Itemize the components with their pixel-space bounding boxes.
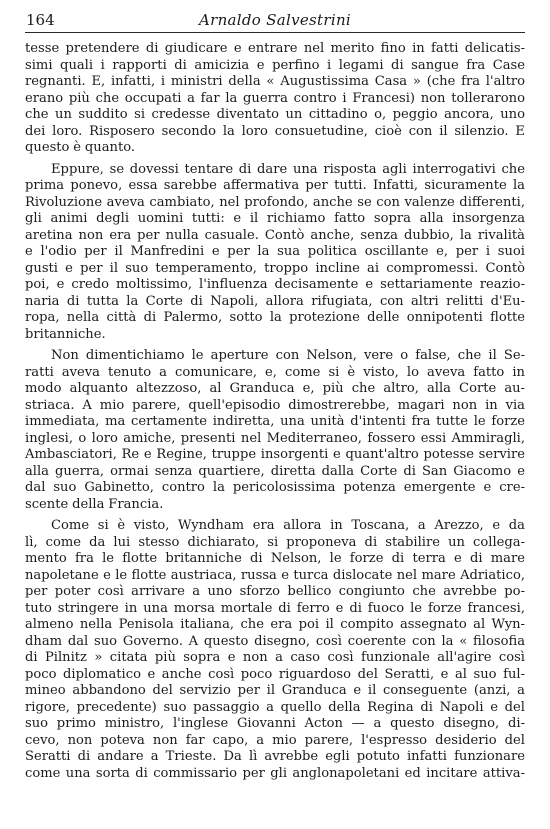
- text-line: e l'odio per il Manfredini e per la sua politica oscillante e, per i suoi: [25, 244, 525, 259]
- text-line: dham dal suo Governo. A questo disegno, così coerente con la « filosofia: [25, 633, 525, 649]
- text-line: aretina non era per nulla casuale. Contò anche, senza dubbio, la rivalità: [25, 227, 525, 243]
- paragraph: [25, 41, 525, 157]
- paragraph: [25, 518, 525, 782]
- text-line: lì, come da lui stesso dichiarato, si proponeva di stabilire un collega-: [25, 534, 525, 550]
- text-line: di Pilnitz » citata più sopra e non a caso così funzionale all'agire così: [25, 650, 525, 665]
- text-line: ratti aveva tenuto a comunicare, e, come si è visto, lo aveva fatto in: [25, 364, 525, 380]
- text-line: gusti e per il suo temperamento, troppo incline ai compromessi. Contò: [25, 260, 525, 276]
- text-line: regnanti. E, infatti, i ministri della « Augustissima Casa » (che fra l'altro: [25, 74, 525, 89]
- text-line: cevo, non poteva non far capo, a mio parere, l'espresso desiderio del: [25, 732, 525, 748]
- text-line: per poter così arrivare a uno sforzo bellico congiunto che avrebbe po-: [25, 584, 525, 599]
- text-line: dal suo Gabinetto, contro la pericolosissima potenza emergente e cre-: [25, 480, 525, 495]
- book-page: [25, 10, 525, 787]
- text-line: poi, e credo moltissimo, l'influenza decisamente e settariamente reazio-: [25, 277, 525, 292]
- text-line: ropa, nella città di Palermo, sotto la protezione delle onnipotenti flotte: [25, 310, 525, 325]
- text-line: striaca. A mio parere, quell'episodio dimostrerebbe, magari non in via: [25, 397, 525, 413]
- text-line: immediata, ma certamente indiretta, una unità d'intenti fra tutte le forze: [25, 414, 525, 429]
- text-line: gli animi degli uomini tutti: e il richiamo fatto sopra alla insorgenza: [25, 211, 525, 226]
- text-line: tuto stringere in una morsa mortale di ferro e di fuoco le forze francesi,: [25, 600, 525, 616]
- text-line: questo è quanto.: [25, 140, 136, 155]
- text-line: Come si è visto, Wyndham era allora in Toscana, a Arezzo, e da: [51, 518, 525, 533]
- text-line: Seratti di andare a Trieste. Da lì avrebbe egli potuto infatti funzionare: [25, 749, 525, 764]
- text-line: Ambasciatori, Re e Regine, truppe insorgenti e quant'altro potesse servire: [25, 447, 525, 462]
- text-line: inglesi, o loro amiche, presenti nel Mediterraneo, fossero essi Ammiragli,: [25, 430, 525, 446]
- text-line: erano più che occupati a far la guerra contro i Francesi) non tollerarono: [25, 90, 525, 106]
- paragraph: [25, 348, 525, 513]
- paragraph: [25, 162, 525, 344]
- text-line: scente della Francia.: [25, 496, 164, 512]
- page-number: 164: [26, 11, 55, 29]
- text-line: napoletane e le flotte austriaca, russa e turca dislocate nel mare Adriatico,: [25, 567, 525, 583]
- text-line: modo alquanto altezzoso, al Granduca e, più che altro, alla Corte au-: [25, 381, 525, 396]
- text-line: naria di tutta la Corte di Napoli, allora rifugiata, con altri relitti d'Eu-: [25, 293, 525, 309]
- text-line: rigore, precedente) suo passaggio a quello della Regina di Napoli e del: [25, 699, 525, 715]
- text-line: suo primo ministro, l'inglese Giovanni Acton — a questo disegno, di-: [25, 716, 525, 731]
- text-line: mento fra le flotte britanniche di Nelson, le forze di terra e di mare: [25, 551, 525, 566]
- text-line: tesse pretendere di giudicare e entrare nel merito fino in fatti delicatis-: [25, 41, 525, 56]
- text-line: prima ponevo, essa sarebbe affermativa per tutti. Infatti, sicuramente la: [25, 178, 525, 193]
- text-line: come una sorta di commissario per gli anglonapoletani ed incitare attiva-: [25, 765, 525, 781]
- text-line: Eppure, se dovessi tentare di dare una risposta agli interrogativi che: [51, 161, 525, 177]
- text-line: mineo abbandono del servizio per il Granduca e il conseguente (anzi, a: [25, 683, 525, 698]
- text-line: dei loro. Risposero secondo la loro consuetudine, cioè con il silenzio. E: [25, 123, 525, 139]
- running-head: Arnaldo Salvestrini: [198, 11, 352, 29]
- text-line: almeno nella Penisola italiana, che era poi il compito assegnato al Wyn-: [25, 617, 525, 632]
- text-line: Non dimentichiamo le aperture con Nelson, vere o false, che il Se-: [51, 348, 525, 363]
- text-line: alla guerra, ormai senza quartiere, diretta dalla Corte di San Giacomo e: [25, 463, 525, 479]
- text-line: simi quali i rapporti di amicizia e perfino i legami di sangue fra Case: [25, 57, 525, 73]
- body-text: [25, 41, 525, 782]
- text-line: poco diplomatico e anche così poco riguardoso del Seratti, e al suo ful-: [25, 666, 525, 682]
- text-line: che un suddito si credesse diventato un cittadino o, peggio ancora, uno: [25, 107, 525, 122]
- page-header: [25, 10, 525, 33]
- text-line: britanniche.: [25, 326, 106, 342]
- text-line: Rivoluzione aveva cambiato, nel profondo, anche se con valenze differenti,: [25, 194, 525, 210]
